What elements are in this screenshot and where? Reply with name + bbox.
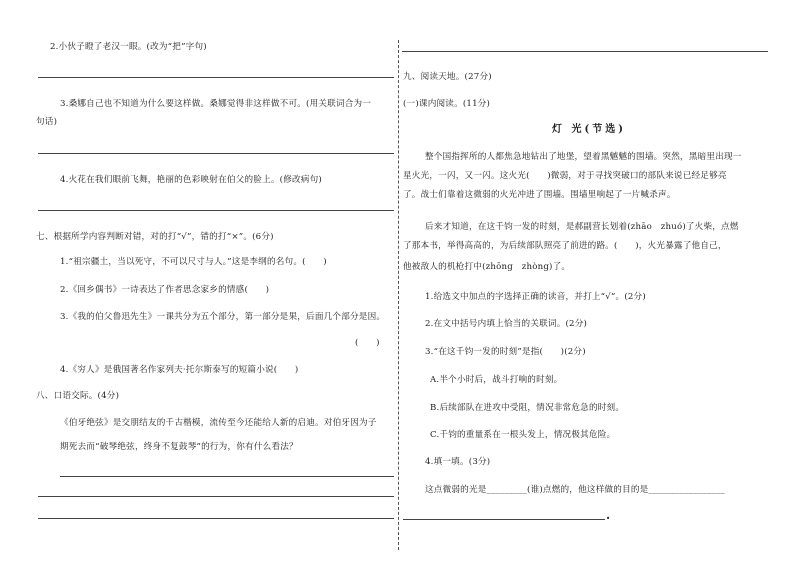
question-4: 4.火花在我们眼前飞舞，艳丽的色彩映射在伯父的脸上。(修改病句) — [60, 175, 322, 185]
section-8-title: 八、口语交际。(4分) — [36, 391, 120, 401]
reading-q2: 2.在文中括号内填上恰当的关联词。(2分) — [425, 319, 588, 329]
question-3-line2: 句话) — [36, 117, 58, 127]
reading-q4-fill[interactable]: 这点微弱的光是_________(谁)点燃的，他这样做的目的是_________________ — [425, 485, 725, 495]
end-period: . — [606, 508, 611, 522]
section-7-title: 七、根据所学内容判断对错，对的打“√”，错的打“×”。(6分) — [36, 232, 274, 242]
answer-line-s8-3[interactable] — [38, 518, 394, 519]
reading-q4: 4.填一填。(3分) — [425, 457, 491, 467]
option-c[interactable]: C.千钧的重量系在一根头发上，情况极其危险。 — [430, 430, 616, 440]
s8-paragraph-line2: 期死去而“破琴绝弦，终身不复鼓琴”的行为，你有什么看法？ — [60, 442, 298, 452]
s7-item-2: 2.《回乡偶书》一诗表达了作者思念家乡的情感( ) — [60, 285, 270, 295]
s7-item-1: 1.“祖宗疆土，当以死守，不可以尺寸与人。”这是李纲的名句。( ) — [60, 257, 327, 267]
reading-q3: 3.“在这千钧一发的时刻”是指( )(2分) — [425, 347, 586, 357]
s8-paragraph-line1: 《伯牙绝弦》是交朋结友的千古楷模，流传至今还能给人新的启迪。对伯牙因为子 — [60, 418, 377, 428]
option-a[interactable]: A.半个小时后，战斗打响的时刻。 — [430, 375, 563, 385]
column-divider — [398, 40, 399, 550]
passage-p1-line2: 星火光，一闪，又一闪。这火光( )微弱，对于寻找突破口的部队来说已经足够亮 — [403, 171, 727, 181]
s7-item-3: 3.《我的伯父鲁迅先生》一课共分为五个部分，第一部分是果，后面几个部分是因。 — [60, 312, 386, 322]
option-b[interactable]: B.后续部队在进攻中受阻，情况非常危急的时刻。 — [430, 403, 625, 413]
passage-p2-line3: 他被敌人的机枪打中(zhōng zhòng)了。 — [403, 262, 571, 272]
question-3-line1: 3.桑娜自己也不知道为什么要这样做。桑娜觉得非这样做不可。(用关联词合为一 — [60, 99, 372, 109]
reading-q1: 1.给选文中加点的字选择正确的读音，并打上“√”。(2分) — [425, 292, 646, 302]
section-9-title: 九、阅读天地。(27分) — [403, 72, 492, 82]
subsection-1-title: (一)课内阅读。(11分) — [403, 99, 491, 109]
passage-title: 灯 光(节选) — [552, 124, 626, 135]
passage-p1-line3: 了。战士们靠着这微弱的火光冲进了围墙。围墙里响起了一片喊杀声。 — [403, 190, 676, 200]
passage-p1-line1: 整个国指挥所的人都焦急地钻出了地堡，望着黑魆魆的围墙。突然，黑暗里出现一 — [425, 152, 742, 162]
s7-item-4: 4.《穷人》是俄国著名作家列夫·托尔斯泰写的短篇小说( ) — [60, 365, 299, 375]
answer-line-q4[interactable] — [38, 210, 394, 211]
s7-item-3-bracket[interactable]: ( ) — [355, 338, 380, 348]
answer-line-s8-2[interactable] — [38, 496, 394, 497]
answer-line-s8-1[interactable] — [60, 476, 394, 477]
answer-line-q3[interactable] — [38, 153, 394, 154]
answer-line-top-right[interactable] — [402, 51, 768, 52]
question-2: 2.小伙子瞪了老汉一眼。(改为“把”字句) — [50, 42, 207, 52]
answer-line-q2[interactable] — [38, 77, 394, 78]
passage-p2-line2: 了那本书，举得高高的，为后续部队照亮了前进的路。( )，火光暴露了他自己， — [403, 241, 727, 251]
answer-line-q4[interactable] — [403, 519, 605, 520]
passage-p2-line1: 后来才知道，在这千钧一发的时刻，是郝副营长划着(zhāo zhuó)了火柴，点燃 — [425, 222, 739, 232]
